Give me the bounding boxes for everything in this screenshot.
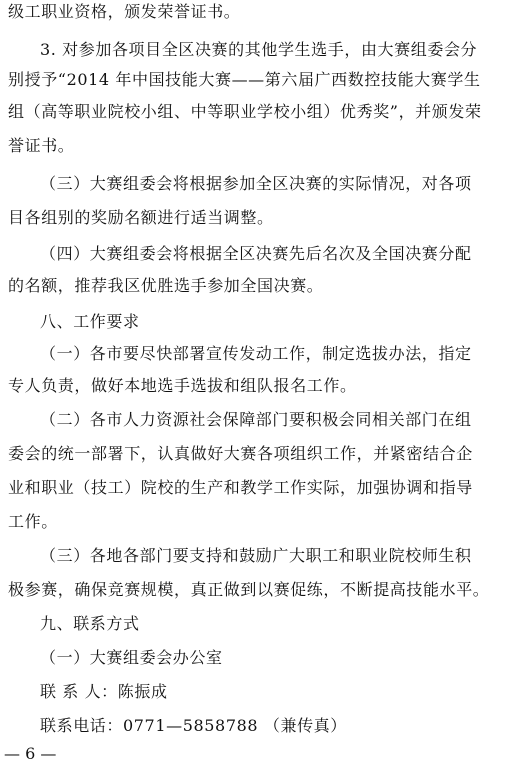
contact-person: 联 系 人：陈振成 xyxy=(40,682,168,701)
text-line: 级工职业资格，颁发荣誉证书。 xyxy=(8,2,241,21)
text-line: 3. 对参加各项目全区决赛的其他学生选手，由大赛组委会分 xyxy=(40,40,478,59)
contact-phone: 联系电话：0771—5858788 （兼传真） xyxy=(40,716,347,735)
text-line: （二）各市人力资源社会保障部门要积极会同相关部门在组 xyxy=(40,410,472,429)
text-line: （一）大赛组委会办公室 xyxy=(40,648,223,667)
text-line: （四）大赛组委会将根据全区决赛先后名次及全国决赛分配 xyxy=(40,244,472,263)
section-heading: 九、联系方式 xyxy=(40,614,140,633)
text-line: （三）大赛组委会将根据参加全区决赛的实际情况，对各项 xyxy=(40,174,472,193)
text-line: 誉证书。 xyxy=(8,136,75,155)
text-line: 工作。 xyxy=(8,512,58,531)
text-line: 极参赛，确保竞赛规模，真正做到以赛促练，不断提高技能水平。 xyxy=(8,580,490,599)
text-line: 组（高等职业院校小组、中等职业学校小组）优秀奖”，并颁发荣 xyxy=(8,102,482,121)
text-line: 委会的统一部署下，认真做好大赛各项组织工作，并紧密结合企 xyxy=(8,444,473,463)
text-line: 专人负责，做好本地选手选拔和组队报名工作。 xyxy=(8,376,357,395)
text-line: 目各组别的奖励名额进行适当调整。 xyxy=(8,208,274,227)
text-line: （一）各市要尽快部署宣传发动工作，制定选拔办法，指定 xyxy=(40,344,472,363)
section-heading: 八、工作要求 xyxy=(40,312,140,331)
text-line: 别授予“2014 年中国技能大赛——第六届广西数控技能大赛学生 xyxy=(8,70,481,89)
text-line: 业和职业（技工）院校的生产和教学工作实际，加强协调和指导 xyxy=(8,478,473,497)
text-line: 的名额，推荐我区优胜选手参加全国决赛。 xyxy=(8,276,324,295)
text-line: （三）各地各部门要支持和鼓励广大职工和职业院校师生积 xyxy=(40,546,472,565)
page-number: — 6 — xyxy=(4,744,57,763)
